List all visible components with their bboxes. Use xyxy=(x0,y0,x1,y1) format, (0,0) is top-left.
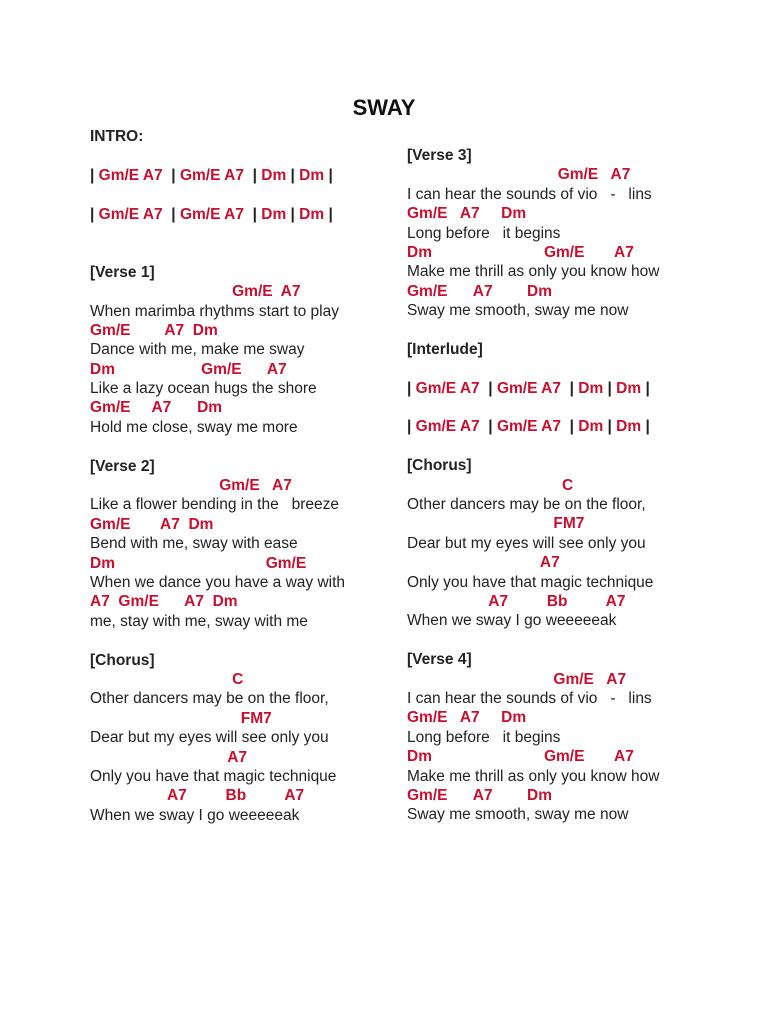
blank-line xyxy=(90,631,450,650)
left-column xyxy=(90,127,450,825)
lyric-line: Other dancers may be on the floor, xyxy=(90,690,329,708)
chord-line: Dm Gm/E A7 xyxy=(407,243,634,261)
section-label: [Chorus] xyxy=(407,457,472,475)
chord-line: A7 Bb A7 xyxy=(407,592,626,610)
blank-line xyxy=(407,631,767,650)
chord-line: Gm/E A7 Dm xyxy=(90,321,218,339)
lyric-line: Sway me smooth, sway me now xyxy=(407,302,629,320)
lyric-line: Make me thrill as only you know how xyxy=(407,767,660,785)
lyric-line: When marimba rhythms start to play xyxy=(90,302,339,320)
chord-line: Gm/E A7 Dm xyxy=(90,399,223,417)
chord-line: Dm Gm/E xyxy=(90,554,307,572)
section-label: [Interlude] xyxy=(407,340,483,358)
section-label: INTRO: xyxy=(90,128,144,145)
blank-line xyxy=(90,185,450,204)
lyric-line: Bend with me, sway with ease xyxy=(90,535,298,553)
chord-line: Gm/E A7 xyxy=(407,670,627,688)
lyric-line: Dance with me, make me sway xyxy=(90,341,305,359)
lyric-line: When we sway I go weeeeeak xyxy=(407,612,617,630)
chord-line: FM7 xyxy=(90,709,272,727)
chord-line: A7 xyxy=(90,748,248,766)
section-label: [Verse 4] xyxy=(407,651,472,669)
lyric-line: Hold me close, sway me more xyxy=(90,418,298,436)
chord-line: Gm/E A7 Dm xyxy=(407,786,552,804)
chord-line: FM7 xyxy=(407,515,585,533)
chord-line: A7 xyxy=(407,554,560,572)
lyric-line: I can hear the sounds of vio - lins xyxy=(407,185,652,203)
chord-bar-line: | Gm/E A7 | Gm/E A7 | Dm | Dm | xyxy=(90,205,333,223)
blank-line xyxy=(407,437,767,456)
lyric-line: Dear but my eyes will see only you xyxy=(90,729,329,747)
chord-line: Gm/E A7 xyxy=(407,166,631,184)
chord-bar-line: | Gm/E A7 | Gm/E A7 | Dm | Dm | xyxy=(407,379,650,397)
section-label: [Chorus] xyxy=(90,651,155,669)
chord-line: C xyxy=(407,476,574,494)
chord-line: Gm/E A7 Dm xyxy=(90,515,214,533)
blank-line xyxy=(90,437,450,456)
blank-line xyxy=(407,398,767,417)
lyric-line: Sway me smooth, sway me now xyxy=(407,806,629,824)
lyric-line: Long before it begins xyxy=(407,728,561,746)
chord-line: Gm/E A7 xyxy=(90,477,292,495)
blank-line xyxy=(90,224,450,243)
lyric-line: Other dancers may be on the floor, xyxy=(407,496,646,514)
lyric-line: Only you have that magic technique xyxy=(90,767,337,785)
section-label: [Verse 1] xyxy=(90,263,155,281)
lyric-line: When we dance you have a way with xyxy=(90,573,346,591)
lyric-line: me, stay with me, sway with me xyxy=(90,612,308,630)
chord-line: A7 Gm/E A7 Dm xyxy=(90,593,238,611)
song-title: SWAY xyxy=(352,95,416,120)
chord-bar-line: | Gm/E A7 | Gm/E A7 | Dm | Dm | xyxy=(407,418,650,436)
blank-line xyxy=(90,146,450,165)
chord-line: Gm/E A7 Dm xyxy=(407,205,527,223)
lyric-line: Long before it begins xyxy=(407,224,561,242)
lyric-line: I can hear the sounds of vio - lins xyxy=(407,689,652,707)
chord-line: Gm/E A7 xyxy=(90,283,301,301)
chord-bar-line: | Gm/E A7 | Gm/E A7 | Dm | Dm | xyxy=(90,166,333,184)
lyric-line: Like a lazy ocean hugs the shore xyxy=(90,380,317,398)
lyric-line: Like a flower bending in the breeze xyxy=(90,496,340,514)
lyric-line: When we sway I go weeeeeak xyxy=(90,806,300,824)
lyric-line: Make me thrill as only you know how xyxy=(407,263,660,281)
chord-line: Gm/E A7 Dm xyxy=(407,282,552,300)
chord-line: Gm/E A7 Dm xyxy=(407,709,527,727)
blank-line xyxy=(90,243,450,262)
chord-line: C xyxy=(90,670,244,688)
chord-line: Dm Gm/E A7 xyxy=(407,748,634,766)
blank-line xyxy=(407,359,767,378)
right-column xyxy=(407,146,767,825)
chord-line: A7 Bb A7 xyxy=(90,787,305,805)
section-label: [Verse 2] xyxy=(90,457,155,475)
section-label: [Verse 3] xyxy=(407,147,472,164)
lyric-line: Only you have that magic technique xyxy=(407,573,654,591)
chord-line: Dm Gm/E A7 xyxy=(90,360,287,378)
blank-line xyxy=(407,321,767,340)
lyric-line: Dear but my eyes will see only you xyxy=(407,534,646,552)
